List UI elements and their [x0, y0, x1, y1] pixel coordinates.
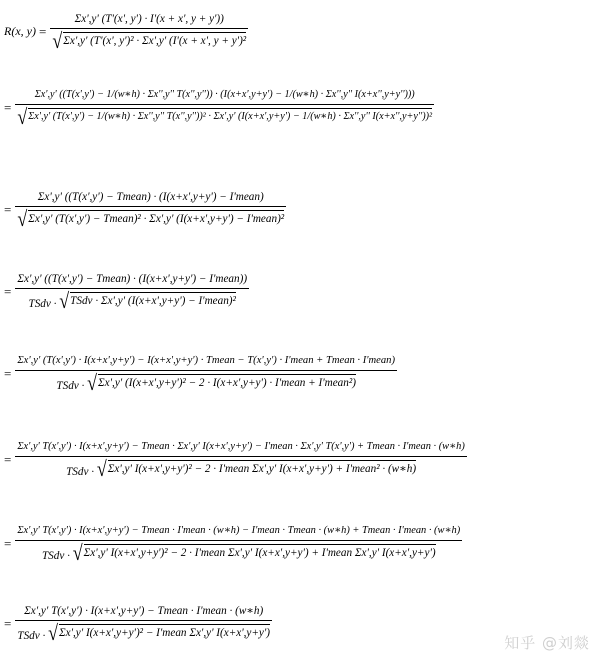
denominator [50, 29, 248, 51]
radical-sign: √ [17, 207, 28, 231]
square-root [96, 457, 417, 481]
radical-sign: √ [17, 105, 28, 129]
numerator: Σx',y' ((T(x',y') − Tmean) · (I(x+x',y+y') − I'mean)) [17, 273, 248, 285]
derivation-step-2 [4, 88, 434, 128]
radical-sign: √ [59, 289, 70, 313]
radicand: Σx',y' (T(x',y') − Tmean)² · Σx',y' (I(x+x',y+y') − I'mean)² [28, 210, 284, 228]
fraction [15, 272, 249, 311]
denominator [54, 371, 358, 393]
denominator [15, 105, 434, 128]
numerator: Σx',y' (T(x',y') · I(x+x',y+y') − I(x+x',y+y') · Tmean − T(x',y') · I'mean + Tmean · I'mean) [17, 355, 395, 366]
radical-sign: √ [52, 29, 63, 53]
square-root [52, 29, 247, 53]
square-root [17, 207, 285, 231]
denominator-prefix: TSdv · [41, 550, 70, 562]
zhihu-watermark: 知乎 @刘燚 [504, 634, 590, 652]
numerator: Σx',y' ((T(x',y') − Tmean) · (I(x+x',y+y') − I'mean) [37, 191, 264, 203]
radicand: Σx',y' I(x+x',y+y')² − I'mean Σx',y' I(x+x',y+y') [59, 624, 270, 642]
derivation-step-6 [4, 440, 467, 479]
numerator: Σx',y' ((T(x',y') − 1/(w∗h) · Σx'',y'' T(x'',y'')) · (I(x+x',y+y') − 1/(w∗h) · Σx'',y'' I(x+x'',y+y''))) [34, 89, 415, 100]
fraction [15, 354, 397, 393]
denominator [64, 457, 418, 479]
fraction [15, 604, 272, 643]
numerator: Σx',y' (T'(x', y') · I'(x + x', y + y')) [74, 13, 224, 25]
denominator-prefix: TSdv · [17, 630, 46, 642]
fraction [15, 88, 434, 128]
fraction [15, 524, 462, 563]
numerator: Σx',y' T(x',y') · I(x+x',y+y') − Tmean · I'mean · (w∗h) − I'mean · Tmean · (w∗h) + Tmean · I'mean · (w∗h) [17, 525, 461, 536]
derivation-step-5 [4, 354, 397, 393]
radical-sign: √ [48, 621, 58, 645]
square-root [72, 541, 436, 565]
fraction [15, 190, 286, 229]
equals-sign: = [38, 23, 47, 39]
denominator [15, 207, 286, 229]
equals-sign: = [4, 201, 12, 217]
equals-sign: = [4, 535, 12, 551]
radicand: Σx',y' (T'(x', y')² · Σx',y' (I'(x + x', y + y')² [63, 32, 246, 50]
radicand: Σx',y' I(x+x',y+y')² − 2 · I'mean Σx',y' I(x+x',y+y') + I'mean² · (w∗h) [108, 460, 416, 478]
denominator [15, 621, 272, 643]
lhs-expression: R(x, y) [4, 24, 36, 38]
derivation-step-1 [4, 12, 248, 51]
radicand: TSdv · Σx',y' (I(x+x',y+y') − I'mean)² [70, 292, 236, 310]
square-root [17, 105, 433, 129]
derivation-step-3 [4, 190, 286, 229]
equals-sign: = [4, 100, 12, 115]
square-root [87, 371, 356, 395]
equals-sign: = [4, 615, 12, 631]
radicand: Σx',y' I(x+x',y+y')² − 2 · I'mean Σx',y' I(x+x',y+y') + I'mean Σx',y' I(x+x',y+y') [84, 544, 436, 562]
radical-sign: √ [87, 371, 98, 395]
derivation-step-8 [4, 604, 272, 643]
square-root [59, 289, 236, 313]
derivation-step-4 [4, 272, 249, 311]
radicand: Σx',y' (T(x',y') − 1/(w∗h) · Σx'',y'' T(x'',y''))² · Σx',y' (I(x+x',y+y') − 1/(w∗h) · Σx'',y'' I(x+x'',y+y''))² [28, 108, 432, 126]
square-root [48, 621, 271, 645]
fraction [15, 440, 466, 479]
denominator-prefix: TSdv · [28, 298, 57, 310]
denominator [26, 289, 237, 311]
radical-sign: √ [96, 457, 107, 481]
fraction [50, 12, 248, 51]
equals-sign: = [4, 451, 12, 467]
radicand: Σx',y' (I(x+x',y+y')² − 2 · I(x+x',y+y') · I'mean + I'mean²) [98, 374, 356, 392]
equals-sign: = [4, 283, 12, 299]
derivation-step-7 [4, 524, 462, 563]
numerator: Σx',y' T(x',y') · I(x+x',y+y') − Tmean · Σx',y' I(x+x',y+y') − I'mean · Σx',y' T(x',y') + Tmean · I'mean · (w∗h) [17, 441, 465, 452]
denominator-prefix: TSdv · [56, 380, 85, 392]
equals-sign: = [4, 365, 12, 381]
numerator: Σx',y' T(x',y') · I(x+x',y+y') − Tmean · I'mean · (w∗h) [24, 605, 264, 617]
denominator-prefix: TSdv · [66, 466, 95, 478]
radical-sign: √ [72, 541, 83, 565]
denominator [40, 541, 438, 563]
